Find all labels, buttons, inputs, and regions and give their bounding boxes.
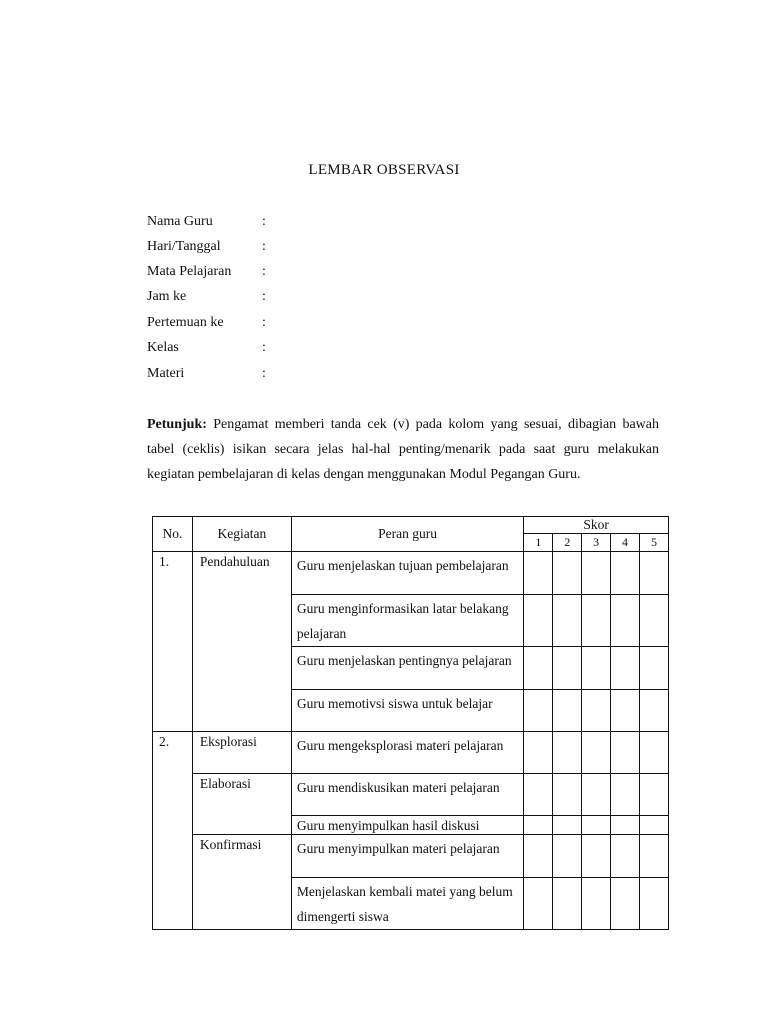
score-checkbox[interactable]: [582, 690, 611, 732]
field-colon: :: [262, 264, 266, 279]
col-header-peran: Peran guru: [291, 517, 524, 552]
score-checkbox[interactable]: [640, 878, 669, 930]
teacher-role: Guru menginformasikan latar belakang pelajaran: [291, 595, 524, 647]
score-checkbox[interactable]: [611, 647, 640, 690]
score-checkbox[interactable]: [640, 595, 669, 647]
teacher-role: Guru mendiskusikan materi pelajaran: [291, 774, 524, 816]
col-header-skor: Skor: [524, 517, 669, 534]
score-checkbox[interactable]: [553, 835, 582, 878]
score-checkbox[interactable]: [553, 595, 582, 647]
field-colon: :: [262, 315, 266, 330]
activity-name: Eksplorasi: [192, 732, 291, 774]
score-checkbox[interactable]: [553, 816, 582, 835]
score-checkbox[interactable]: [524, 878, 553, 930]
score-checkbox[interactable]: [611, 690, 640, 732]
score-checkbox[interactable]: [524, 816, 553, 835]
score-checkbox[interactable]: [582, 732, 611, 774]
score-checkbox[interactable]: [553, 878, 582, 930]
score-checkbox[interactable]: [524, 690, 553, 732]
row-number: 1.: [153, 552, 193, 732]
score-checkbox[interactable]: [582, 835, 611, 878]
score-checkbox[interactable]: [524, 835, 553, 878]
field-label: Nama Guru: [147, 214, 213, 229]
field-colon: :: [262, 214, 266, 229]
field-label: Hari/Tanggal: [147, 239, 221, 254]
score-checkbox[interactable]: [611, 552, 640, 595]
table-row: [153, 835, 669, 878]
score-checkbox[interactable]: [582, 878, 611, 930]
table-row: [153, 732, 669, 774]
col-header-no: No.: [153, 517, 193, 552]
activity-name: Elaborasi: [192, 774, 291, 835]
score-checkbox[interactable]: [640, 647, 669, 690]
score-checkbox[interactable]: [611, 595, 640, 647]
score-checkbox[interactable]: [582, 552, 611, 595]
score-checkbox[interactable]: [611, 878, 640, 930]
score-checkbox[interactable]: [640, 835, 669, 878]
score-checkbox[interactable]: [640, 552, 669, 595]
field-colon: :: [262, 289, 266, 304]
score-header: 1: [524, 534, 553, 552]
score-checkbox[interactable]: [553, 552, 582, 595]
page-title: LEMBAR OBSERVASI: [308, 162, 460, 178]
field-colon: :: [262, 366, 266, 381]
score-checkbox[interactable]: [524, 774, 553, 816]
score-checkbox[interactable]: [582, 774, 611, 816]
teacher-role: Guru menyimpulkan materi pelajaran: [291, 835, 524, 878]
score-checkbox[interactable]: [553, 647, 582, 690]
score-checkbox[interactable]: [640, 816, 669, 835]
score-checkbox[interactable]: [524, 552, 553, 595]
table-row: [153, 552, 669, 595]
activity-name: Pendahuluan: [192, 552, 291, 732]
score-checkbox[interactable]: [611, 732, 640, 774]
teacher-role: Guru mengeksplorasi materi pelajaran: [291, 732, 524, 774]
field-colon: :: [262, 239, 266, 254]
score-checkbox[interactable]: [553, 690, 582, 732]
score-checkbox[interactable]: [553, 774, 582, 816]
score-header: 4: [611, 534, 640, 552]
teacher-role: Guru menjelaskan pentingnya pelajaran: [291, 647, 524, 690]
field-label: Kelas: [147, 340, 179, 355]
score-checkbox[interactable]: [524, 732, 553, 774]
score-header: 3: [582, 534, 611, 552]
activity-name: Konfirmasi: [192, 835, 291, 930]
instructions-heading: Petunjuk:: [147, 417, 207, 432]
score-checkbox[interactable]: [524, 595, 553, 647]
score-checkbox[interactable]: [524, 647, 553, 690]
teacher-role: Guru menyimpulkan hasil diskusi: [291, 816, 524, 835]
teacher-role: Menjelaskan kembali matei yang belum dimengerti siswa: [291, 878, 524, 930]
field-label: Mata Pelajaran: [147, 264, 232, 279]
field-label: Jam ke: [147, 289, 187, 304]
row-number: 2.: [153, 732, 193, 930]
instructions-text: Pengamat memberi tanda cek (v) pada kolom yang sesuai, dibagian bawah tabel (ceklis) isikan secara jelas hal-hal penting/menarik pada saat guru melakukan kegiatan pembelajaran di kelas dengan menggunakan Modul Pegangan Guru.: [147, 417, 660, 482]
score-checkbox[interactable]: [611, 835, 640, 878]
col-header-kegiatan: Kegiatan: [192, 517, 291, 552]
score-checkbox[interactable]: [640, 690, 669, 732]
field-label: Pertemuan ke: [147, 315, 224, 330]
teacher-role: Guru menjelaskan tujuan pembelajaran: [291, 552, 524, 595]
score-checkbox[interactable]: [611, 816, 640, 835]
score-checkbox[interactable]: [611, 774, 640, 816]
score-checkbox[interactable]: [553, 732, 582, 774]
table-row: [153, 774, 669, 816]
header-row: [153, 517, 669, 534]
score-checkbox[interactable]: [582, 816, 611, 835]
score-header: 2: [553, 534, 582, 552]
instructions-paragraph: [147, 412, 659, 487]
field-label: Materi: [147, 366, 185, 381]
score-checkbox[interactable]: [582, 595, 611, 647]
observation-table: [152, 516, 669, 930]
score-checkbox[interactable]: [582, 647, 611, 690]
field-colon: :: [262, 340, 266, 355]
score-header: 5: [640, 534, 669, 552]
score-checkbox[interactable]: [640, 732, 669, 774]
score-checkbox[interactable]: [640, 774, 669, 816]
teacher-role: Guru memotivsi siswa untuk belajar: [291, 690, 524, 732]
